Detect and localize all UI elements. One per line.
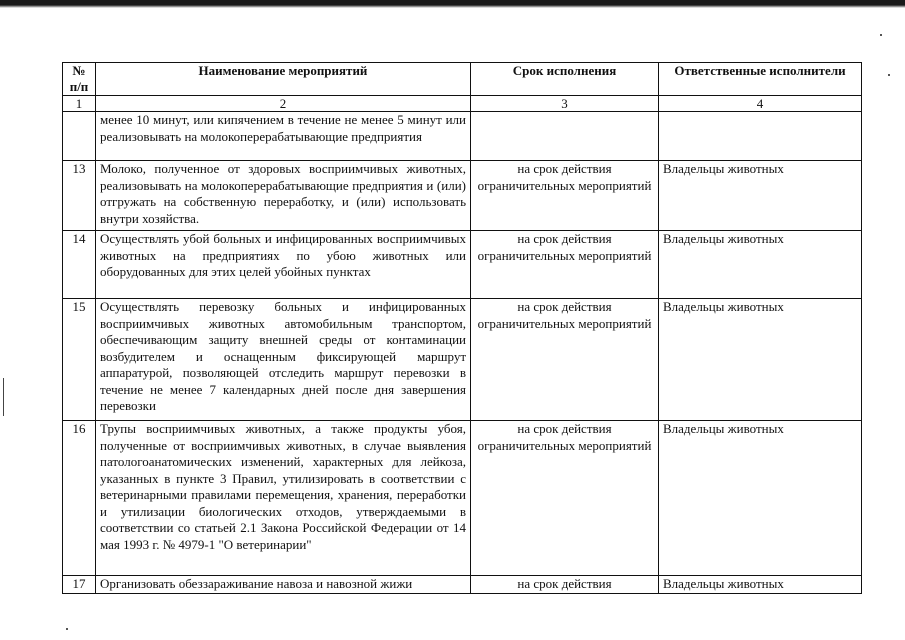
row-term bbox=[471, 112, 659, 161]
row-measure: Осуществлять убой больных и инфицированных восприимчивых животных на предприятиях по убою животных или оборудованных для этих целей убойных пунктах bbox=[96, 231, 471, 299]
column-number: 1 bbox=[63, 96, 96, 112]
row-measure: Молоко, полученное от здоровых восприимчивых животных, реализовывать на молокоперерабатывающие предприятия и (или) отгружать на собственную переработку, и (или) использовать внутри хозяйства. bbox=[96, 161, 471, 231]
scan-dust bbox=[66, 628, 68, 630]
scan-edge bbox=[0, 0, 905, 8]
scan-dust bbox=[880, 34, 882, 36]
row-num bbox=[63, 112, 96, 161]
table-row bbox=[63, 421, 862, 576]
row-term: на срок действия bbox=[471, 576, 659, 594]
header-term: Срок исполнения bbox=[471, 63, 659, 96]
header-name: Наименование мероприятий bbox=[96, 63, 471, 96]
row-num: 14 bbox=[63, 231, 96, 299]
row-responsible: Владельцы животных bbox=[659, 161, 862, 231]
row-num: 13 bbox=[63, 161, 96, 231]
table-row bbox=[63, 231, 862, 299]
scan-dust bbox=[888, 74, 890, 76]
row-measure: Трупы восприимчивых животных, а также продукты убоя, полученные от восприимчивых животных, в случае выявления патологоанатомических изменений, характерных для лейкоза, указанных в пункте 3 Правил, утилизировать в соответствии с ветеринарными правилами перемещения, хранения, переработки и утилизации биологических отходов, утверждаемыми в соответствии со статьей 2.1 Закона Российской Федерации от 14 мая 1993 г. № 4979-1 "О ветеринарии" bbox=[96, 421, 471, 576]
row-responsible: Владельцы животных bbox=[659, 299, 862, 421]
header-num: № п/п bbox=[63, 63, 96, 96]
scan-edge-mark bbox=[3, 378, 4, 416]
table-row bbox=[63, 161, 862, 231]
row-responsible: Владельцы животных bbox=[659, 576, 862, 594]
column-number: 4 bbox=[659, 96, 862, 112]
row-measure: менее 10 минут, или кипячением в течение не менее 5 минут или реализовывать на молокоперерабатывающие предприятия bbox=[96, 112, 471, 161]
row-responsible: Владельцы животных bbox=[659, 421, 862, 576]
column-number: 3 bbox=[471, 96, 659, 112]
row-term: на срок действия ограничительных мероприятий bbox=[471, 299, 659, 421]
row-term: на срок действия ограничительных мероприятий bbox=[471, 421, 659, 576]
row-num: 15 bbox=[63, 299, 96, 421]
table-row bbox=[63, 299, 862, 421]
row-num: 17 bbox=[63, 576, 96, 594]
row-term: на срок действия ограничительных мероприятий bbox=[471, 231, 659, 299]
row-responsible: Владельцы животных bbox=[659, 231, 862, 299]
table-row bbox=[63, 576, 862, 594]
row-responsible bbox=[659, 112, 862, 161]
table-row-continuation bbox=[63, 112, 862, 161]
row-measure: Организовать обеззараживание навоза и навозной жижи bbox=[96, 576, 471, 594]
table-header-row bbox=[63, 63, 862, 96]
column-number-row bbox=[63, 96, 862, 112]
measures-table bbox=[62, 62, 862, 594]
row-measure: Осуществлять перевозку больных и инфицированных восприимчивых животных автомобильным транспортом, обеспечивающим защиту внешней среды от контаминации возбудителем и оснащенным фиксирующей маршрут аппаратурой, позволяющей отследить маршрут перевозки в течение не менее 7 календарных дней после дня завершения перевозки bbox=[96, 299, 471, 421]
row-num: 16 bbox=[63, 421, 96, 576]
header-responsible: Ответственные исполнители bbox=[659, 63, 862, 96]
row-term: на срок действия ограничительных мероприятий bbox=[471, 161, 659, 231]
column-number: 2 bbox=[96, 96, 471, 112]
